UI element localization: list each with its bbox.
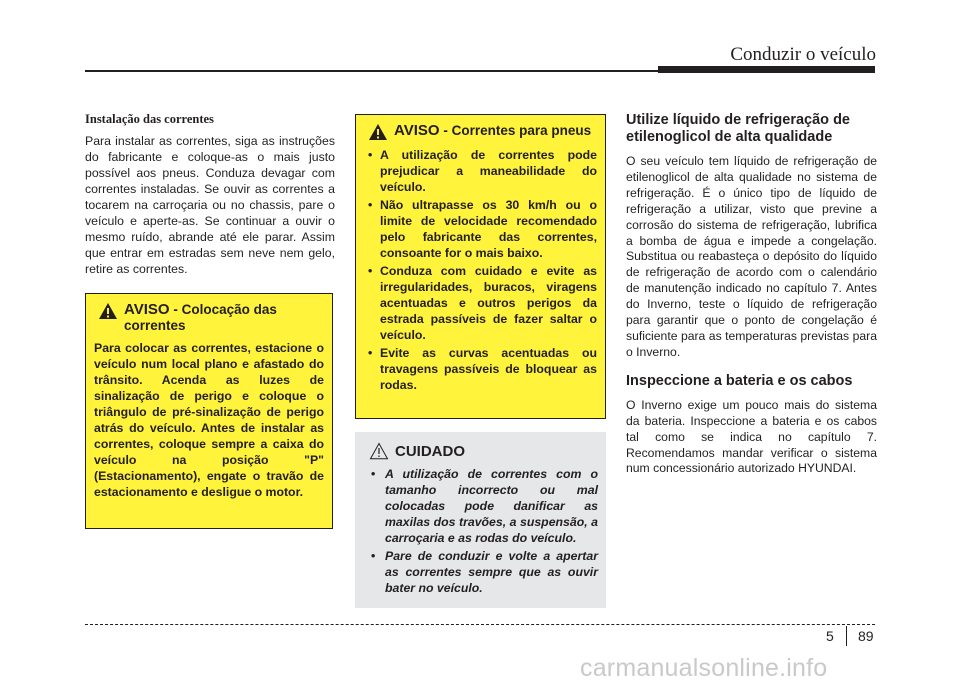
- warning-header: [94, 302, 324, 334]
- chapter-number: 5: [826, 628, 834, 644]
- warning-triangle-icon: [98, 302, 118, 320]
- warning-body: Para colocar as correntes, estacione o veículo num local plano e afastado do trânsito. Acenda as luzes de sinalização de perigo e coloque o triângulo de pré-sinalização de perigo atrás do veículo. Antes de instalar as correntes, coloque sempre a caixa do veículo na posição "P" (Estacionamento), engate o travão de estacionamento e desligue o motor.: [94, 341, 324, 499]
- caution-list: [369, 466, 598, 596]
- list-item: • A utilização de correntes com o tamanho incorrecto ou mal colocadas pode danificar as maxilas dos travões, a suspensão, a carroçaria e as rodas do veículo.: [369, 466, 598, 546]
- page-number: 89: [858, 628, 874, 644]
- caution-box: [355, 432, 606, 608]
- caution-triangle-icon: [369, 442, 389, 460]
- list-item: • Conduza com cuidado e evite as irregularidades, buracos, viragens acentuadas e outros perigos da estrada passíveis de fazer saltar o veículo.: [364, 263, 597, 343]
- warning-label: AVISO: [124, 301, 170, 318]
- warning-list: [364, 147, 597, 393]
- warning-subtitle: - Correntes para pneus: [439, 123, 592, 138]
- section-body-chains: Para instalar as correntes, siga as instruções do fabricante e coloque-as o mais justo possível aos pneus. Conduza devagar com correntes instaladas. Se ouvir as correntes a tocarem na carroçaria ou no chassis, pare o veículo e aperte-as. Se continuar a ouvir o mesmo ruído, abrande até ele parar. Assim que entrar em estradas sem neve nem gelo, retire as correntes.: [85, 134, 335, 276]
- column-right: [626, 112, 877, 477]
- watermark: carmanualsonline.info: [580, 654, 828, 682]
- list-item: • Pare de conduzir e volte a apertar as correntes sempre que as ouvir bater no veículo.: [369, 548, 598, 596]
- section-body-battery: O Inverno exige um pouco mais do sistema da bateria. Inspeccione a bateria e os cabos tal como se indica no capítulo 7. Recomendamos mandar verificar o sistema num concessionário autorizado HYUNDAI.: [626, 397, 877, 476]
- list-item: • Evite as curvas acentuadas ou travagens passíveis de bloquear as rodas.: [364, 345, 597, 393]
- running-header: Conduzir o veículo: [730, 44, 876, 65]
- page-number-separator: [846, 626, 847, 646]
- footer-rule: [85, 624, 875, 625]
- warning-triangle-icon: [368, 123, 388, 141]
- section-title-chains: Instalação das correntes: [85, 112, 214, 126]
- section-title-battery: Inspeccione a bateria e os cabos: [626, 372, 853, 389]
- section-body-coolant: O seu veículo tem líquido de refrigeração de etilenoglicol de alta qualidade no sistema de refrigeração. É o único tipo de líquido de refrigeração a utilizar, visto que previne a corrosão do sistema de refrigeração, lubrifica a bomba de água e impede a congelação. Substitua ou reabasteça o depósito do líquido de refrigeração de acordo com o calendário de manutenção indicado no capítulo 7. Antes do Inverno, teste o líquido de refrigeração para garantir que o ponto de congelação é suficiente para as temperaturas previstas para o Inverno.: [626, 154, 877, 359]
- warning-box-chains-install: [85, 293, 333, 529]
- column-left: [85, 112, 335, 277]
- section-title-coolant: Utilize líquido de refrigeração de etilenoglicol de alta qualidade: [626, 112, 850, 145]
- warning-label: AVISO: [394, 122, 440, 139]
- list-item: • A utilização de correntes pode prejudicar a maneabilidade do veículo.: [364, 147, 597, 195]
- warning-box-tire-chains: [355, 114, 606, 419]
- caution-label: CUIDADO: [395, 442, 465, 460]
- warning-header: [364, 123, 597, 141]
- caution-header: [369, 442, 598, 460]
- header-bar: [658, 66, 875, 73]
- warning-subtitle: - Colocação das correntes: [124, 302, 277, 333]
- list-item: • Não ultrapasse os 30 km/h ou o limite de velocidade recomendado pelo fabricante das correntes, consoante for o mais baixo.: [364, 197, 597, 261]
